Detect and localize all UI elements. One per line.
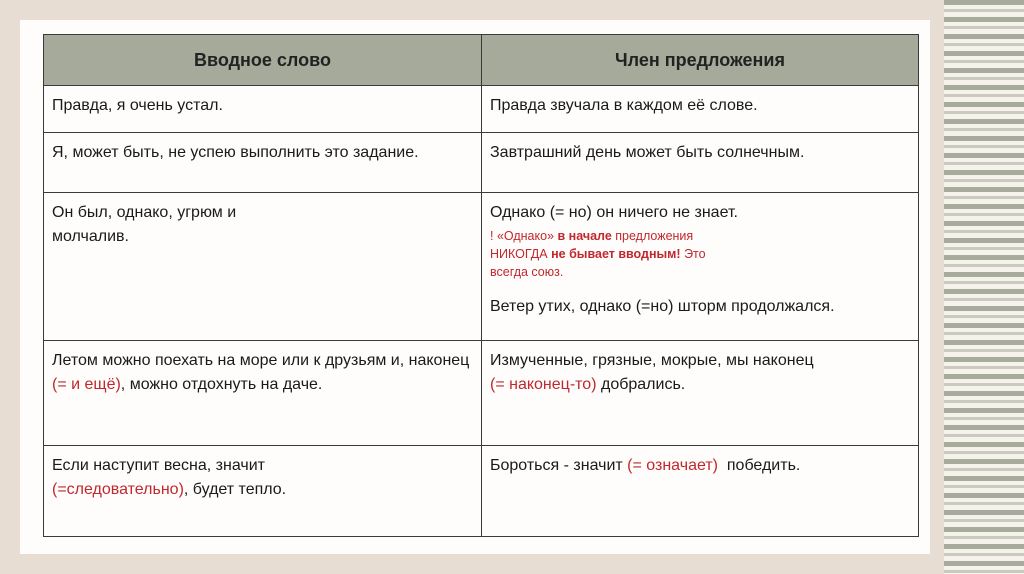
note-text: НИКОГДА bbox=[490, 247, 548, 261]
note-text: предложения bbox=[615, 229, 694, 243]
cell-right bbox=[482, 341, 919, 446]
cell-right: Завтрашний день может быть солнечным. bbox=[482, 133, 919, 193]
cell-text: Ветер утих, однако (=но) шторм продолжался. bbox=[490, 298, 835, 315]
cell-left bbox=[44, 446, 482, 537]
note-bold: в начале bbox=[557, 229, 612, 243]
cell-text: победить. bbox=[726, 457, 801, 474]
note-text: Это bbox=[684, 247, 706, 261]
cell-right bbox=[482, 193, 919, 341]
cell-text: добрались. bbox=[600, 376, 686, 393]
table-row bbox=[44, 446, 919, 537]
cell-left bbox=[44, 193, 482, 341]
header-sentence-member: Член предложения bbox=[482, 35, 919, 86]
frame-left bbox=[0, 0, 20, 574]
frame-bottom bbox=[0, 554, 930, 574]
red-text: (= наконец-то) bbox=[490, 376, 597, 393]
cell-left: Я, может быть, не успею выполнить это задание. bbox=[44, 133, 482, 193]
note-bold: не бывает вводным! bbox=[551, 247, 681, 261]
frame-top bbox=[0, 0, 930, 20]
cell-text: , можно отдохнуть на даче. bbox=[120, 376, 323, 393]
cell-left bbox=[44, 341, 482, 446]
note-text: всегда союз. bbox=[490, 265, 564, 279]
table-row bbox=[44, 133, 919, 193]
cell-right: Правда звучала в каждом её слове. bbox=[482, 86, 919, 133]
cell-text: Бороться - значит bbox=[490, 457, 623, 474]
cell-text: , будет тепло. bbox=[183, 481, 287, 498]
stripe-margin bbox=[930, 0, 944, 574]
red-note bbox=[490, 227, 910, 281]
cell-text: Летом можно поехать на море или к друзьям и, наконец bbox=[52, 352, 470, 369]
cell-left: Правда, я очень устал. bbox=[44, 86, 482, 133]
header-introductory-word: Вводное слово bbox=[44, 35, 482, 86]
cell-text: Если наступит весна, значит bbox=[52, 457, 265, 474]
cell-right bbox=[482, 446, 919, 537]
red-text: (= и ещё) bbox=[52, 376, 121, 393]
table-row bbox=[44, 86, 919, 133]
red-text: (=следовательно) bbox=[52, 481, 184, 498]
cell-text: Измученные, грязные, мокрые, мы наконец bbox=[490, 352, 814, 369]
table-row bbox=[44, 193, 919, 341]
comparison-table bbox=[43, 34, 919, 537]
note-text: ! «Однако» bbox=[490, 229, 555, 243]
cell-text: Однако (= но) он ничего не знает. bbox=[490, 204, 738, 221]
table-row bbox=[44, 341, 919, 446]
decorative-stripes bbox=[930, 0, 1024, 574]
cell-text: молчалив. bbox=[52, 228, 129, 245]
red-text: (= означает) bbox=[627, 457, 718, 474]
table-header-row bbox=[44, 35, 919, 86]
cell-text: Он был, однако, угрюм и bbox=[52, 204, 237, 221]
